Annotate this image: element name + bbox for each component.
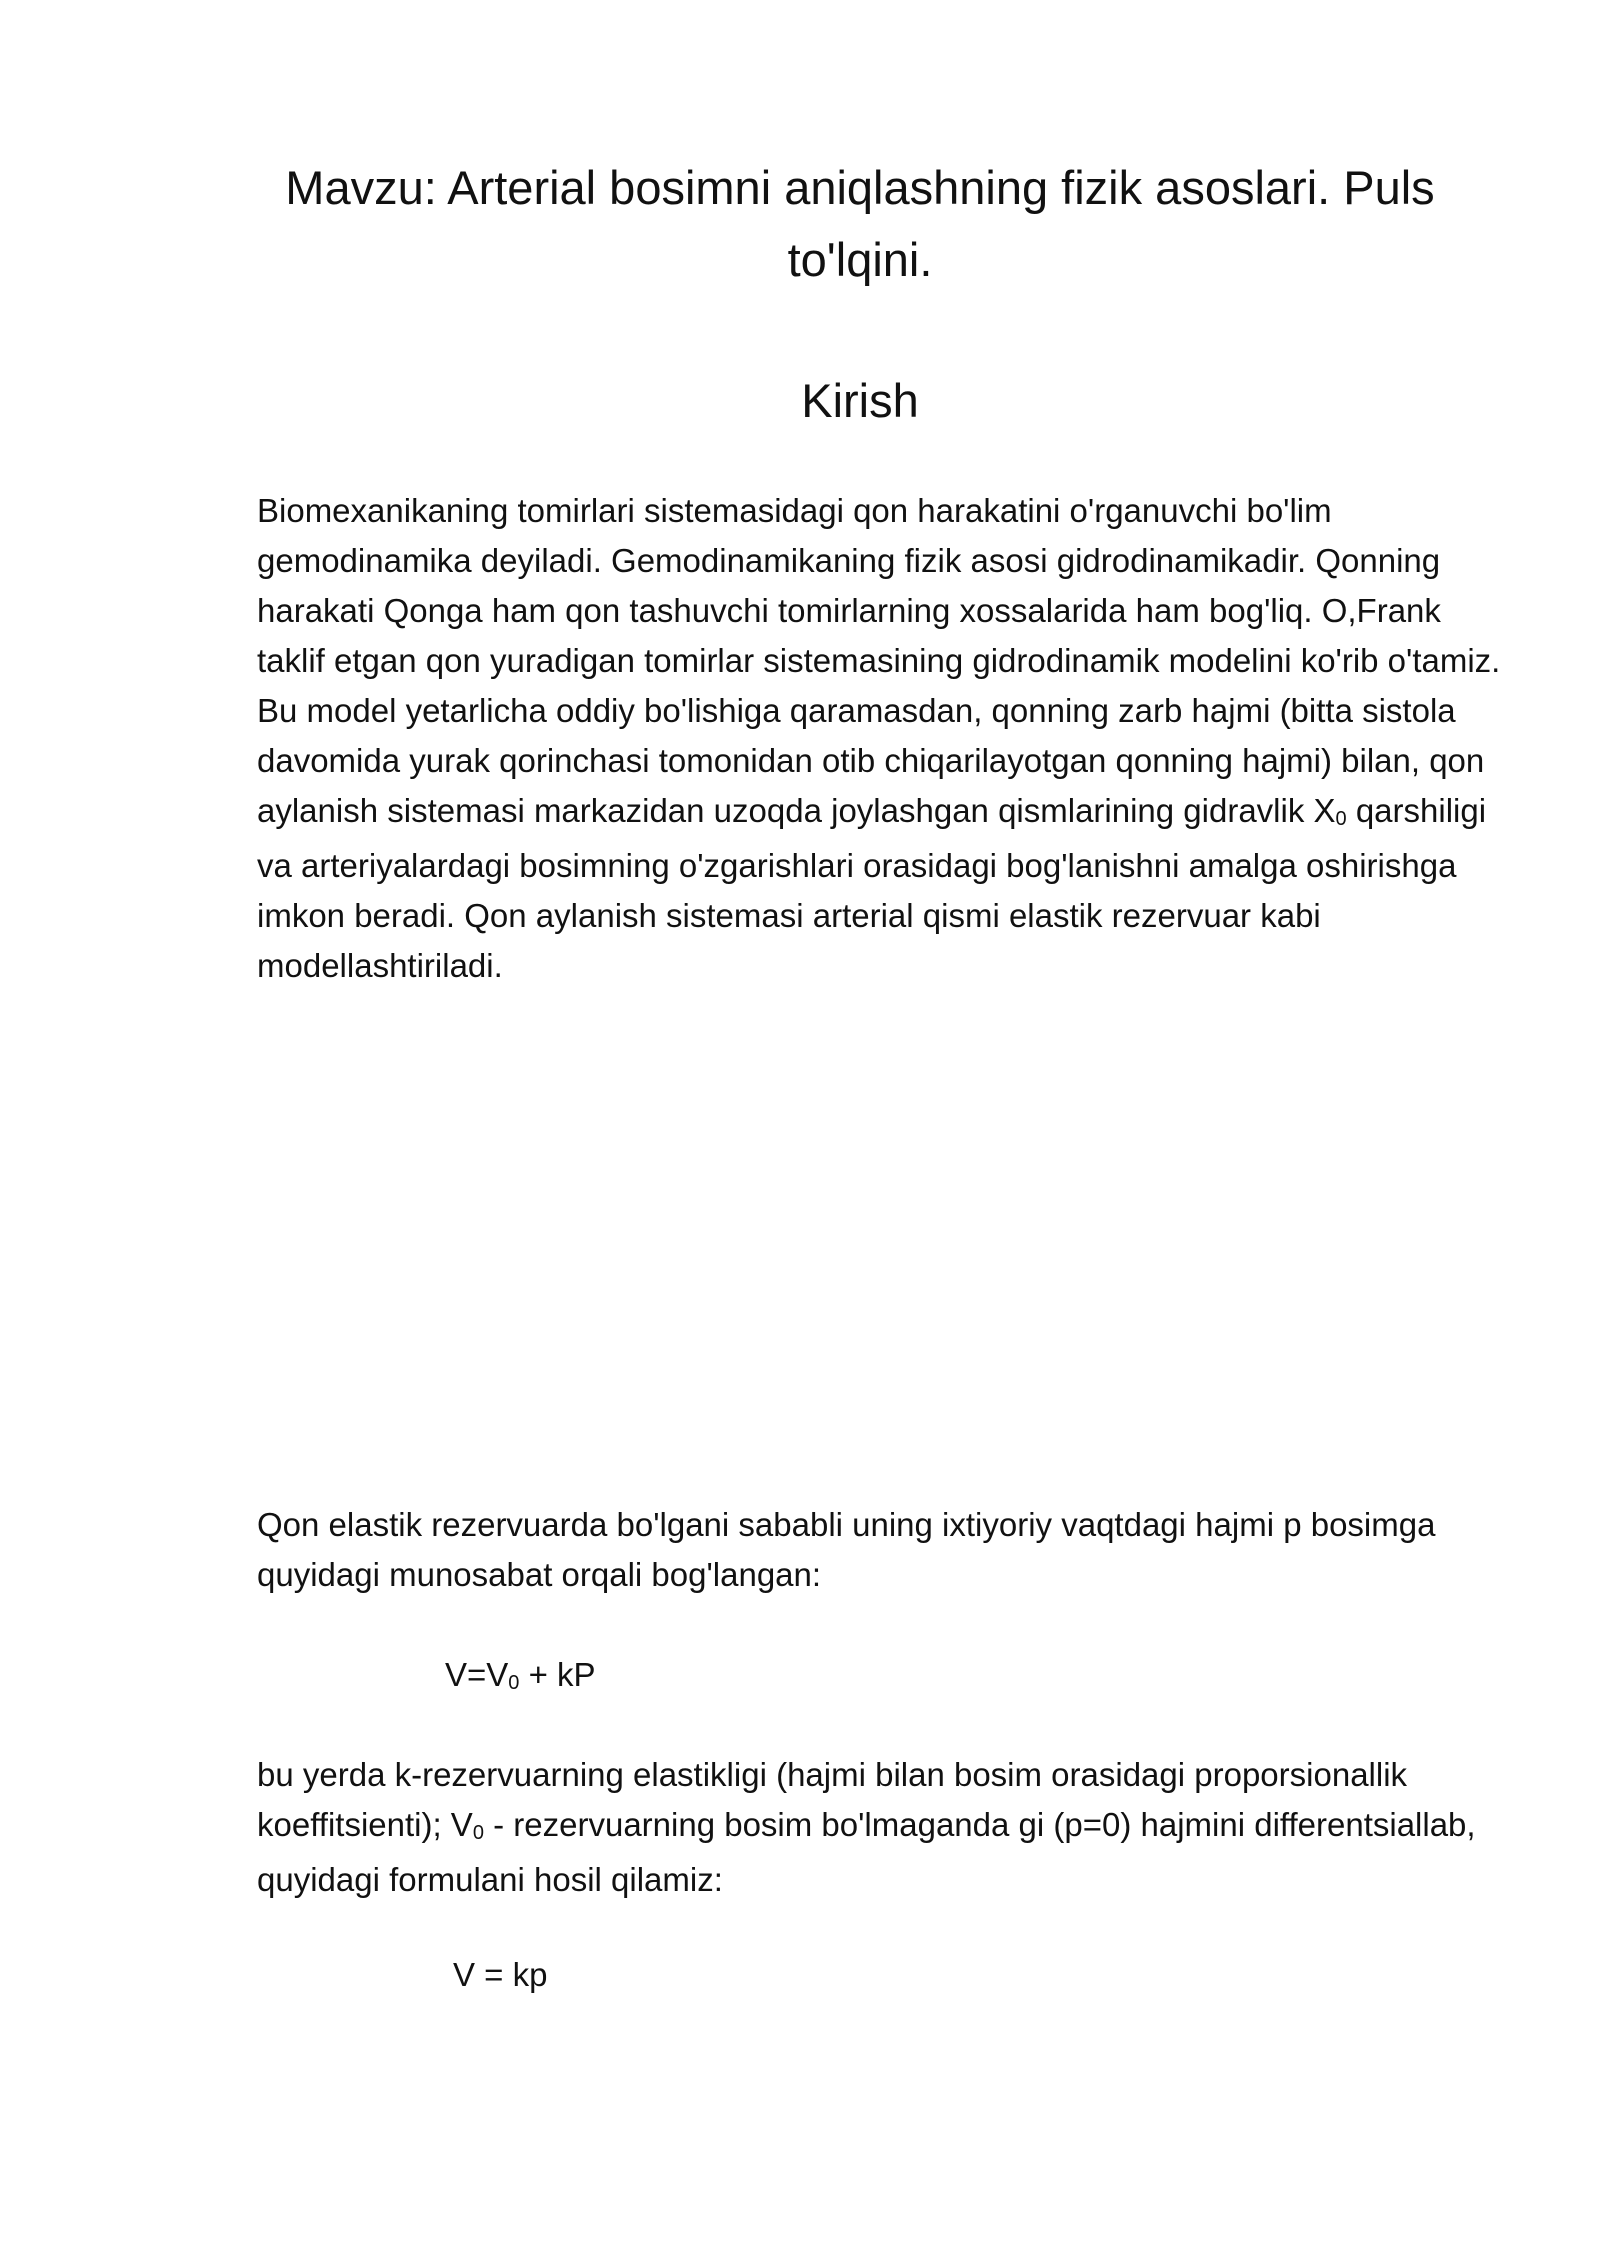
document-title: Mavzu: Arterial bosimni aniqlashning fizik asoslari. Puls to'lqini. — [285, 161, 1435, 286]
intro-text-part1: Biomexanikaning tomirlari sistemasidagi qon harakatini o'rganuvchi bo'lim gemodinamika deyiladi. Gemodinamikaning fizik asosi gidrodinamikadir. Qonning harakati Qonga ham qon tashuvchi tomirlarning xossalarida ham bog'liq. O,Frank taklif etgan qon yuradigan tomirlar sistemasining gidrodinamik modelini ko'rib o'tamiz. Bu model yetarlicha oddiy bo'lishiga qaramasdan, qonning zarb hajmi (bitta sistola davomida yurak qorinchasi tomonidan otib chiqarilayotgan qonning hajmi) bilan, qon aylanish sistemasi markazidan uzoqda joylashgan qismlarining gidravlik X — [257, 492, 1501, 829]
volume-paragraph: Qon elastik rezervuarda bo'lgani sababli uning ixtiyoriy vaqtdagi hajmi p bosimga quyidagi munosabat orqali bog'langan: — [257, 1506, 1436, 1593]
formula1-part1: V=V — [445, 1656, 509, 1693]
elasticity-text-part2: - rezervuarning bosim bo'lmaganda gi (p=0) hajmini differentsiallab, quyidagi formulani hosil qilamiz: — [257, 1806, 1476, 1898]
formula1-subscript: 0 — [508, 1672, 520, 1694]
formula1-part2: + kP — [519, 1656, 596, 1693]
section-heading: Kirish — [801, 374, 919, 427]
intro-text-part2: qarshiligi va arteriyalardagi bosimning o'zgarishlari orasidagi bog'lanishni amalga oshirishga imkon beradi. Qon aylanish sistemasi arterial qismi elastik rezervuar kabi modellashtiriladi. — [257, 792, 1487, 984]
intro-subscript: 0 — [1335, 808, 1347, 830]
elasticity-paragraph — [257, 1750, 1517, 1905]
differential-formula: V = kp — [453, 1956, 548, 1993]
intro-paragraph — [257, 486, 1517, 991]
elasticity-subscript: 0 — [472, 1822, 484, 1844]
volume-formula — [445, 1650, 596, 1705]
elasticity-text-part1: bu yerda k-rezervuarning elastikligi (hajmi bilan bosim orasidagi proporsionallik koeffitsienti); V — [257, 1756, 1408, 1843]
